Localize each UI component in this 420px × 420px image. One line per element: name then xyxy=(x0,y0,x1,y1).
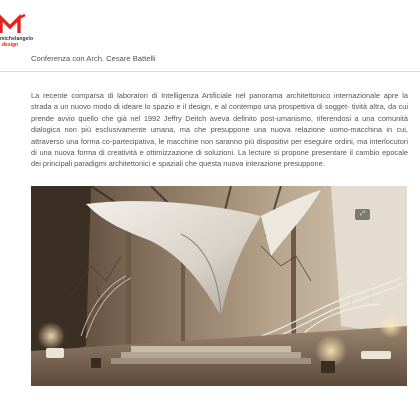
stylized-m-logo-icon xyxy=(0,14,26,34)
article-text: La recente comparsa di laboratori di Intelligenza Artificiale nel panorama architettonico internazionale apre la strada a un nuovo modo di ideare lo spazio e il design, e al contempo una prospettiva di sogget- tività altra, da cui prende avvio quello che già nel 1992 Jeffry Deitch aveva definito post-umanismo, riferendosi a una comunità dialogica non più esclusivamente umana, ma che presuppone una nuova relazione uomo-macchina in cui, attraverso una forma co-partecipativa, le macchine non saranno più dispositivi per eseguire ordini, ma interlocutori di una nuova forma di creatività e ottimizzazione di soluzioni. La lecture si propone presentare il cambio epocale dei principali paradigmi architettonici e spaziali che questa nuova interazione presuppone. xyxy=(31,91,408,169)
interior-illustration xyxy=(31,186,407,386)
expand-icon[interactable]: ⤢ xyxy=(355,209,370,220)
brand-name: michelangelo xyxy=(0,36,34,42)
brand-tagline: design xyxy=(2,42,19,48)
page-subtitle: Conferenza con Arch. Cesare Battelli xyxy=(31,54,156,63)
article-image[interactable] xyxy=(31,186,407,386)
header-divider xyxy=(0,71,420,72)
brand-logo[interactable] xyxy=(0,14,40,48)
site-header xyxy=(0,0,420,72)
